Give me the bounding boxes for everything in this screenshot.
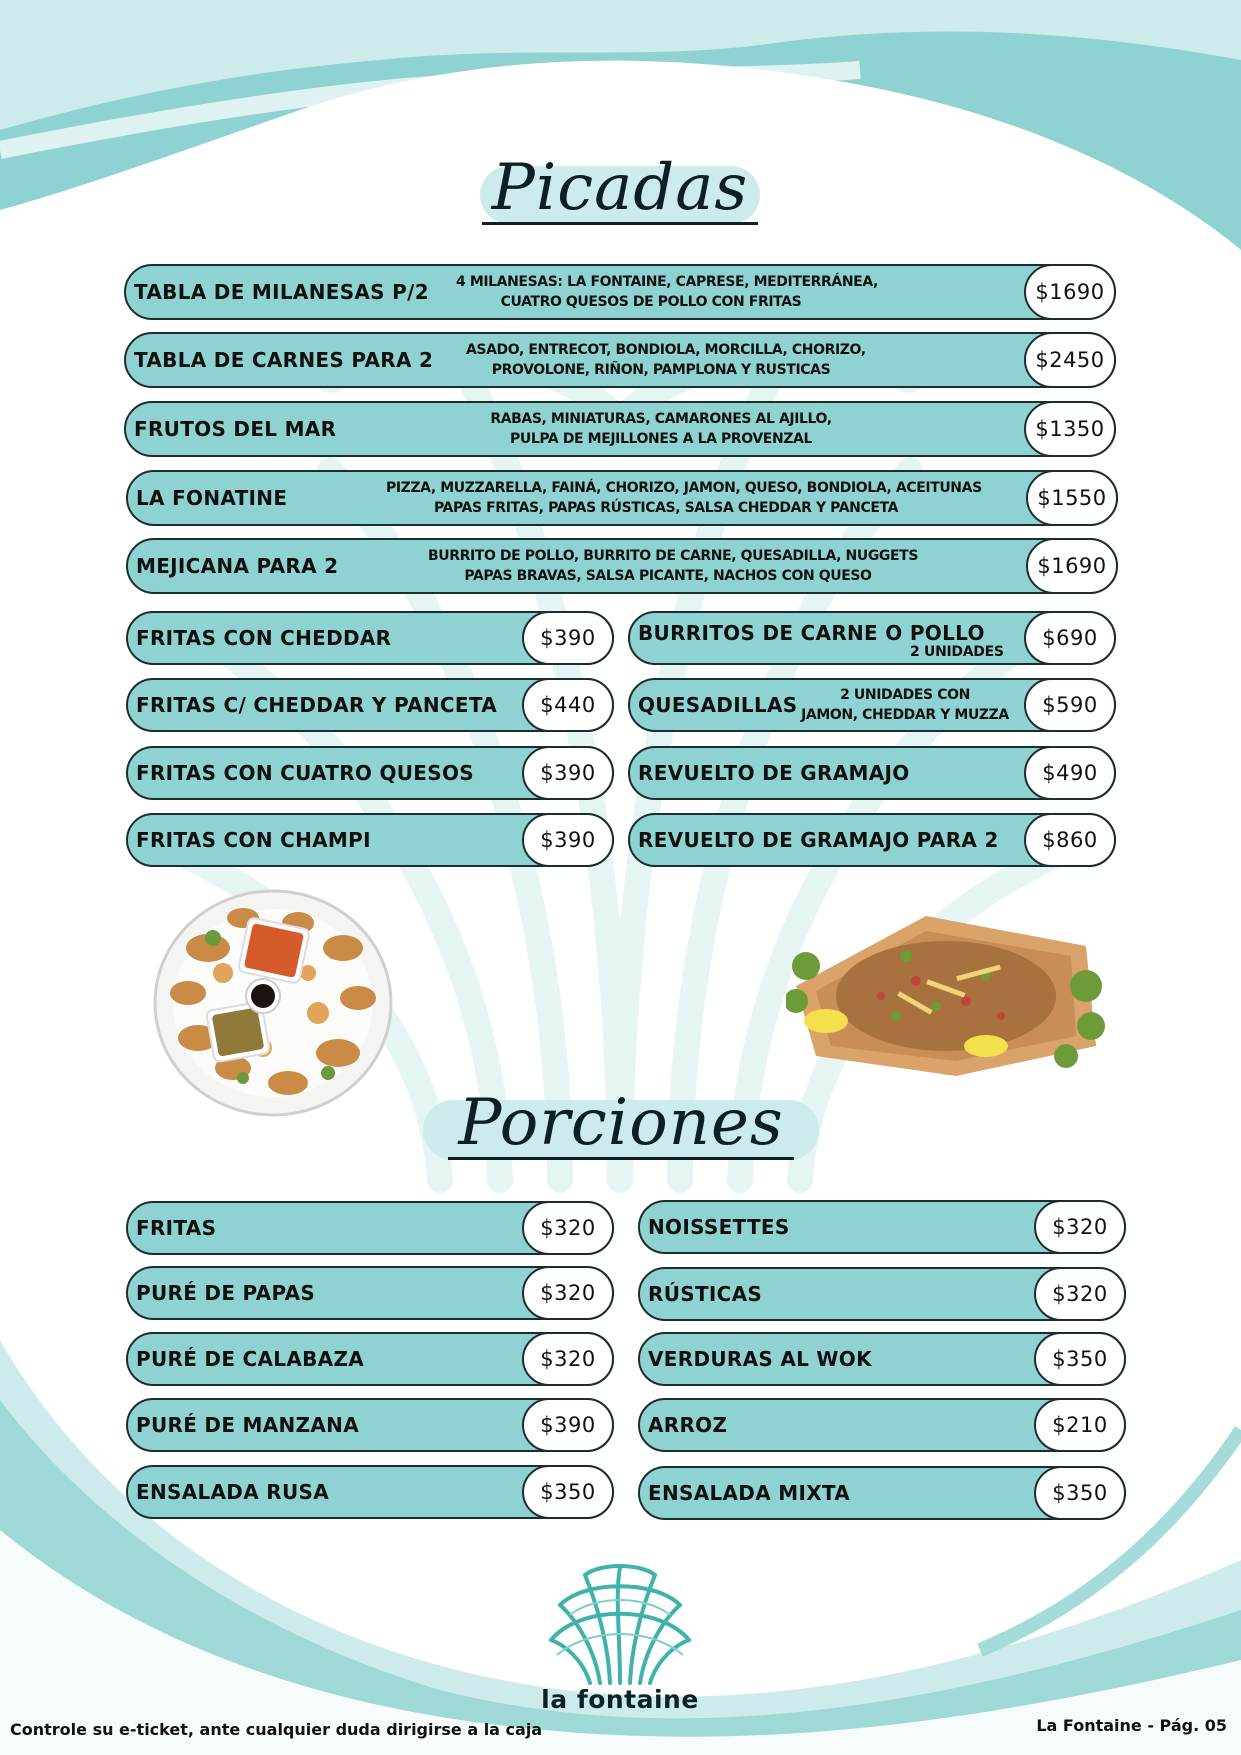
item-price: $320 bbox=[522, 1201, 614, 1255]
menu-row-quesadillas bbox=[628, 678, 1116, 732]
item-description: 4 MILANESAS: LA FONTAINE, CAPRESE, MEDITERRÁNEA, CUATRO QUESOS DE POLLO CON FRITAS bbox=[456, 274, 878, 310]
item-name: BURRITOS DE CARNE O POLLO bbox=[638, 621, 985, 645]
item-name: VERDURAS AL WOK bbox=[648, 1347, 872, 1371]
menu-row-verduras-wok bbox=[638, 1332, 1126, 1386]
logo-text: la fontaine bbox=[541, 1685, 699, 1714]
menu-row-la-fonatine bbox=[126, 470, 1118, 526]
porciones-title: Porciones bbox=[448, 1091, 793, 1160]
item-price: $2450 bbox=[1024, 332, 1116, 388]
menu-row-ensalada-mixta bbox=[638, 1466, 1126, 1520]
item-description: BURRITO DE POLLO, BURRITO DE CARNE, QUESADILLA, NUGGETS PAPAS BRAVAS, SALSA PICANTE, NACHOS CON QUESO bbox=[428, 548, 919, 584]
item-name: TABLA DE CARNES PARA 2 bbox=[134, 348, 434, 372]
menu-row-ensalada-rusa bbox=[126, 1465, 614, 1519]
menu-row-fritas-cheddar bbox=[126, 611, 614, 665]
item-name: FRITAS CON CHAMPI bbox=[136, 828, 371, 852]
menu-row-mejicana bbox=[126, 538, 1118, 594]
menu-row-pure-calabaza bbox=[126, 1332, 614, 1386]
item-name: FRITAS CON CUATRO QUESOS bbox=[136, 761, 474, 785]
item-price: $320 bbox=[522, 1332, 614, 1386]
seafood-plate-photo bbox=[148, 878, 398, 1123]
menu-row-revuelto-gramajo-2 bbox=[628, 813, 1116, 867]
item-name: FRITAS bbox=[136, 1216, 217, 1240]
item-price: $1690 bbox=[1024, 264, 1116, 320]
item-description: PIZZA, MUZZARELLA, FAINÁ, CHORIZO, JAMON, QUESO, BONDIOLA, ACEITUNAS PAPAS FRITAS, PAPAS RÚSTICAS, SALSA CHEDDAR Y PANCETA bbox=[386, 480, 982, 516]
item-price: $1550 bbox=[1026, 470, 1118, 526]
item-name: LA FONATINE bbox=[136, 486, 288, 510]
item-price: $390 bbox=[522, 813, 614, 867]
item-price: $440 bbox=[522, 678, 614, 732]
item-name: FRITAS CON CHEDDAR bbox=[136, 626, 392, 650]
item-price: $1690 bbox=[1026, 538, 1118, 594]
item-note: 2 UNIDADES CON JAMON, CHEDDAR Y MUZZA bbox=[801, 687, 1009, 723]
item-name: PURÉ DE MANZANA bbox=[136, 1413, 359, 1437]
item-name: NOISSETTES bbox=[648, 1215, 790, 1239]
item-price: $350 bbox=[522, 1465, 614, 1519]
item-price: $350 bbox=[1034, 1332, 1126, 1386]
item-name: ENSALADA RUSA bbox=[136, 1480, 329, 1504]
item-description: RABAS, MINIATURAS, CAMARONES AL AJILLO, PULPA DE MEJILLONES A LA PROVENZAL bbox=[490, 411, 832, 447]
salad-photo bbox=[786, 906, 1106, 1081]
item-price: $350 bbox=[1034, 1466, 1126, 1520]
section-title-picadas bbox=[480, 150, 760, 225]
menu-row-pure-manzana bbox=[126, 1398, 614, 1452]
item-name: FRITAS C/ CHEDDAR Y PANCETA bbox=[136, 693, 498, 717]
item-name: PURÉ DE CALABAZA bbox=[136, 1347, 365, 1371]
menu-row-fritas-cheddar-panceta bbox=[126, 678, 614, 732]
la-fontaine-logo bbox=[540, 1555, 700, 1714]
item-name: PURÉ DE PAPAS bbox=[136, 1281, 316, 1305]
item-description: ASADO, ENTRECOT, BONDIOLA, MORCILLA, CHORIZO, PROVOLONE, RIÑON, PAMPLONA Y RUSTICAS bbox=[466, 342, 866, 378]
menu-row-fritas-champi bbox=[126, 813, 614, 867]
section-title-porciones bbox=[423, 1085, 819, 1160]
item-name: TABLA DE MILANESAS P/2 bbox=[134, 280, 429, 304]
page-number: La Fontaine - Pág. 05 bbox=[1036, 1716, 1227, 1735]
menu-row-pure-papas bbox=[126, 1266, 614, 1320]
item-name: FRUTOS DEL MAR bbox=[134, 417, 337, 441]
menu-row-fritas bbox=[126, 1201, 614, 1255]
item-price: $390 bbox=[522, 1398, 614, 1452]
item-name: MEJICANA PARA 2 bbox=[136, 554, 339, 578]
menu-row-revuelto-gramajo bbox=[628, 746, 1116, 800]
item-name: REVUELTO DE GRAMAJO bbox=[638, 761, 910, 785]
item-price: $1350 bbox=[1024, 401, 1116, 457]
item-name: ARROZ bbox=[648, 1413, 728, 1437]
item-price: $320 bbox=[522, 1266, 614, 1320]
menu-row-rusticas bbox=[638, 1267, 1126, 1321]
item-name: REVUELTO DE GRAMAJO PARA 2 bbox=[638, 828, 999, 852]
item-price: $690 bbox=[1024, 611, 1116, 665]
item-price: $590 bbox=[1024, 678, 1116, 732]
item-name: ENSALADA MIXTA bbox=[648, 1481, 851, 1505]
menu-row-arroz bbox=[638, 1398, 1126, 1452]
item-note: 2 UNIDADES bbox=[910, 644, 1004, 660]
menu-row-tabla-carnes bbox=[124, 332, 1116, 388]
menu-row-tabla-milanesas bbox=[124, 264, 1116, 320]
item-price: $860 bbox=[1024, 813, 1116, 867]
item-price: $390 bbox=[522, 611, 614, 665]
item-price: $210 bbox=[1034, 1398, 1126, 1452]
footer-note: Controle su e-ticket, ante cualquier duda dirigirse a la caja bbox=[10, 1720, 543, 1739]
fountain-logo-icon bbox=[545, 1555, 695, 1685]
item-name: QUESADILLAS bbox=[638, 693, 798, 717]
item-name: RÚSTICAS bbox=[648, 1282, 763, 1306]
picadas-title: Picadas bbox=[482, 156, 759, 225]
item-price: $320 bbox=[1034, 1267, 1126, 1321]
item-price: $320 bbox=[1034, 1200, 1126, 1254]
menu-row-fritas-cuatro-quesos bbox=[126, 746, 614, 800]
menu-row-noissettes bbox=[638, 1200, 1126, 1254]
item-price: $390 bbox=[522, 746, 614, 800]
item-price: $490 bbox=[1024, 746, 1116, 800]
menu-row-frutos-del-mar bbox=[124, 401, 1116, 457]
menu-row-burritos bbox=[628, 611, 1116, 665]
